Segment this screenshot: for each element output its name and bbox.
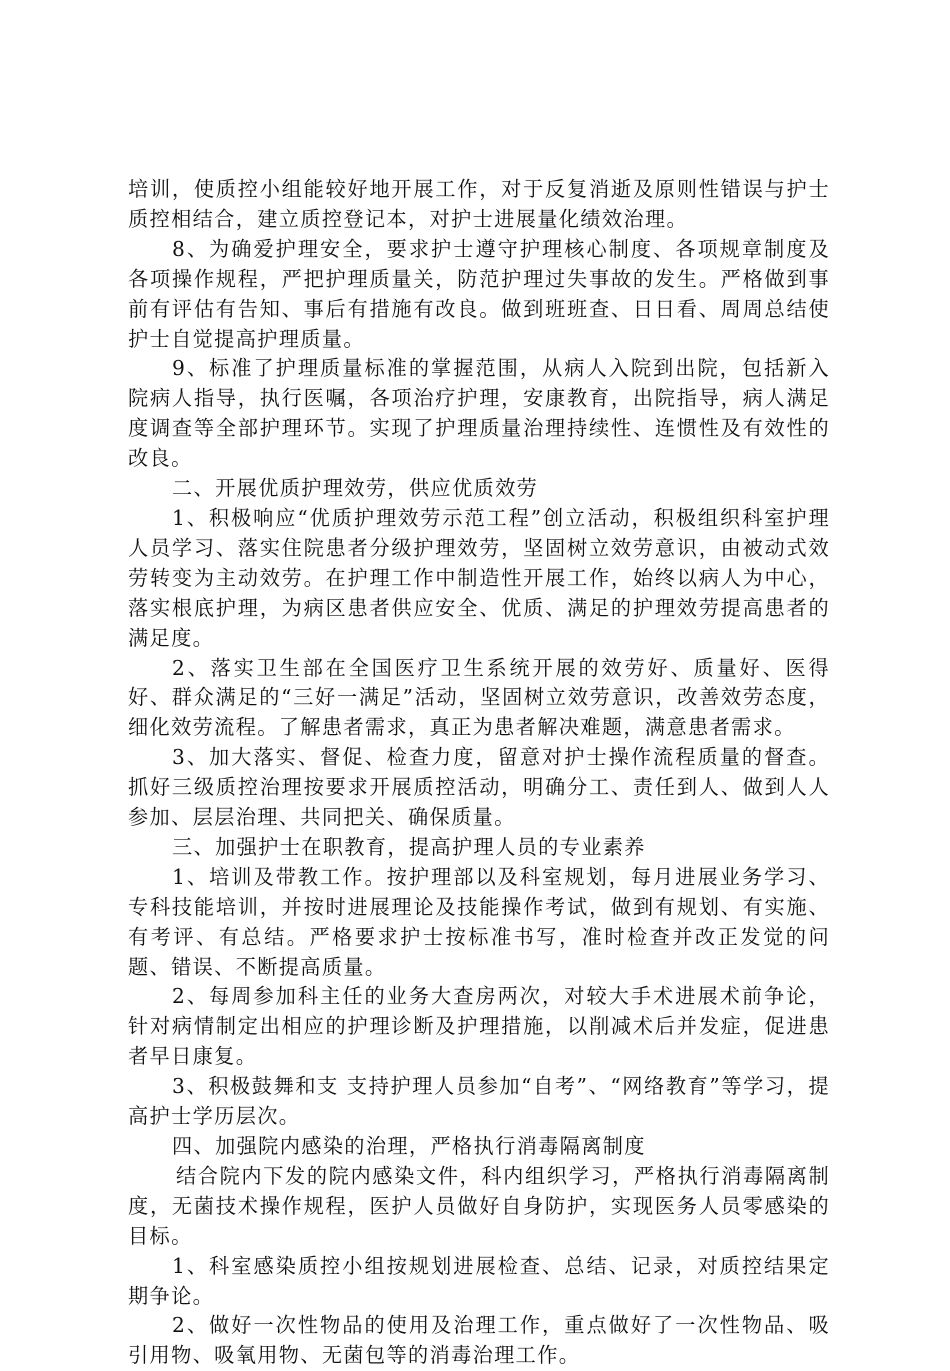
paragraph-section2-item-2: 2、落实卫生部在全国医疗卫生系统开展的效劳好、质量好、医得好、群众满足的“三好一满足”活动，坚固树立效劳意识，改善效劳态度，细化效劳流程。了解患者需求，真正为患者解决难题，满意患者需求。 [128,655,830,740]
paragraph-section4-item-2: 2、做好一次性物品的使用及治理工作，重点做好了一次性物品、吸引用物、吸氧用物、无菌包等的消毒治理工作。 [128,1313,830,1368]
paragraph-training-continued: 培训，使质控小组能较好地开展工作，对于反复消逝及原则性错误与护士质控相结合，建立质控登记本，对护士进展量化绩效治理。 [128,177,830,231]
section-heading-4: 四、加强院内感染的治理，严格执行消毒隔离制度 [172,1134,646,1158]
paragraph-section3-item-1: 1、培训及带教工作。按护理部以及科室规划，每月进展业务学习、专科技能培训，并按时进展理论及技能操作考试，做到有规划、有实施、有考评、有总结。严格要求护士按标准书写，准时检查并改正发觉的问题、错误、不断提高质量。 [128,864,830,979]
paragraph-section2-item-1: 1、积极响应“优质护理效劳示范工程”创立活动，积极组织科室护理人员学习、落实住院患者分级护理效劳，坚固树立效劳意识，由被动式效劳转变为主动效劳。在护理工作中制造性开展工作，始终以病人为中心，落实根底护理，为病区患者供应安全、优质、满足的护理效劳提高患者的满足度。 [128,505,830,650]
paragraph-item-9: 9、标准了护理质量标准的掌握范围，从病人入院到出院，包括新入院病人指导，执行医嘱，各项治疗护理，安康教育，出院指导，病人满足度调查等全部护理环节。实现了护理质量治理持续性、连惯性及有效性的改良。 [128,356,830,471]
paragraph-section2-item-3: 3、加大落实、督促、检查力度，留意对护士操作流程质量的督查。抓好三级质控治理按要求开展质控活动，明确分工、责任到人、做到人人参加、层层治理、共同把关、确保质量。 [128,745,830,830]
paragraph-section3-item-2: 2、每周参加科主任的业务大查房两次，对较大手术进展术前争论，针对病情制定出相应的护理诊断及护理措施，以削减术后并发症，促进患者早日康复。 [128,984,830,1069]
section-heading-2: 二、开展优质护理效劳，供应优质效劳 [172,476,539,501]
paragraph-item-8: 8、为确爱护理安全，要求护士遵守护理核心制度、各项规章制度及各项操作规程，严把护理质量关，防范护理过失事故的发生。严格做到事前有评估有告知、事后有措施有改良。做到班班查、日日看、周周总结使护士自觉提高护理质量。 [128,236,830,351]
document-body [128,175,830,1371]
section-heading-3: 三、加强护士在职教育，提高护理人员的专业素养 [172,834,646,859]
paragraph-section4-item-1: 1、科室感染质控小组按规划进展检查、总结、记录，对质控结果定期争论。 [128,1253,830,1308]
paragraph-section3-item-3: 3、积极鼓舞和支 支持护理人员参加“自考”、“网络教育”等学习，提高护士学历层次。 [128,1074,830,1129]
paragraph-section4-intro: 结合院内下发的院内感染文件，科内组织学习，严格执行消毒隔离制度，无菌技术操作规程，医护人员做好自身防护，实现医务人员零感染的目标。 [128,1163,830,1248]
